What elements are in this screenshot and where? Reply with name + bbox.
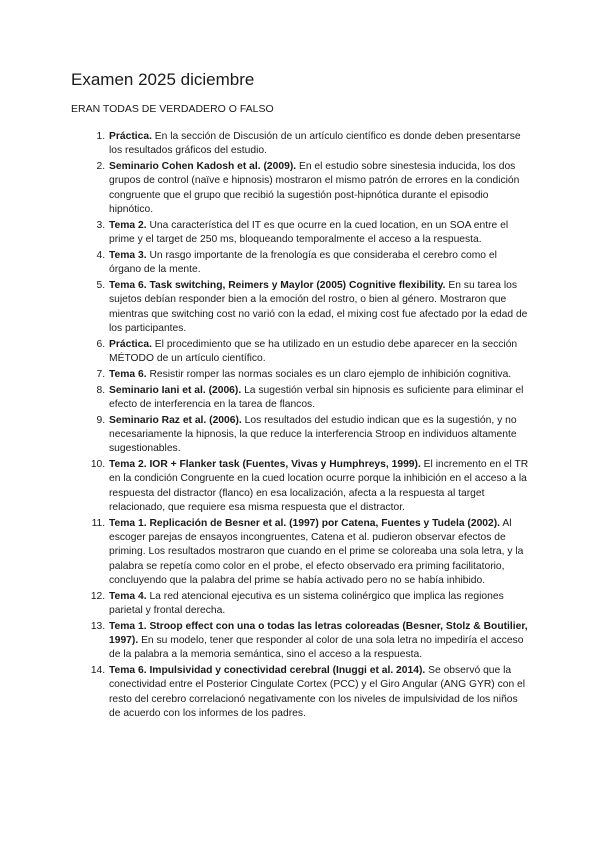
question-item [108, 414, 530, 457]
question-item [108, 384, 530, 413]
question-statement: El procedimiento que se ha utilizado en un estudio debe aparecer en la sección MÉTODO de un artículo científico. [109, 338, 518, 364]
question-statement: Se observó que la conectividad entre el Posterior Cingulate Cortex (PCC) y el Giro Angular (ANG GYR) con el resto del cerebro correlacionó negativamente con los niveles de impulsividad de los niños de acuerdo con los informes de los padres. [109, 665, 526, 720]
question-topic: Tema 1. Stroop effect con una o todas las letras coloreadas (Besner, Stolz & Boutilier, 1997). [109, 620, 528, 647]
question-item [108, 517, 530, 588]
question-item [108, 664, 530, 721]
document-subtitle: ERAN TODAS DE VERDADERO O FALSO [71, 103, 274, 115]
question-statement: En la sección de Discusión de un artículo científico es donde deben presentarse los resultados gráficos del estudio. [109, 131, 521, 157]
question-topic: Seminario Iani et al. (2006). [109, 384, 242, 396]
question-item [108, 338, 530, 367]
question-topic: Tema 2. [109, 219, 147, 231]
question-topic: Tema 3. [109, 249, 147, 261]
question-item [108, 590, 530, 619]
document-title: Examen 2025 diciembre [71, 70, 255, 89]
question-topic: Tema 4. [109, 590, 147, 602]
question-item [108, 160, 530, 217]
question-topic: Tema 6. Impulsividad y conectividad cerebral (Inuggi et al. 2014). [109, 665, 426, 677]
question-item [108, 279, 530, 336]
question-topic: Práctica. [109, 338, 152, 350]
question-statement: Al escoger parejas de ensayos incongruentes, Catena et al. pudieron observar efectos de priming. Los resultados mostraron que cuando en el prime se coloreaba una sola letra, y la palabra se repetía como color en el probe, el efecto observado era priming facilitatorio, concluyendo que la palabra del prime se había activado pero no se había inhibido. [109, 517, 524, 586]
question-statement: En su modelo, tener que responder al color de una sola letra no impediría el acceso de la palabra a la memoria semántica, sino el acceso a la respuesta. [109, 635, 524, 661]
question-item [108, 130, 530, 159]
question-item [108, 368, 530, 382]
question-statement: Los resultados del estudio indican que es la sugestión, y no necesariamente la hipnosis, la que reduce la interferencia Stroop en individuos altamente sugestionables. [109, 414, 517, 455]
question-statement: La sugestión verbal sin hipnosis es suficiente para eliminar el efecto de interferencia en la tarea de flancos. [109, 384, 524, 410]
question-statement: La red atencional ejecutiva es un sistema colinérgico que implica las regiones parietal y frontal derecha. [109, 590, 504, 616]
question-item [108, 219, 530, 248]
question-topic: Tema 1. Replicación de Besner et al. (1997) por Catena, Fuentes y Tudela (2002). [109, 517, 501, 529]
question-statement: En el estudio sobre sinestesia inducida, los dos grupos de control (naïve e hipnosis) mostraron el mismo patrón de errores en la condición congruente que el grupo que recibió la sugestión post-hipnótica durante el episodio hipnótico. [109, 161, 520, 215]
question-statement: El incremento en el TR en la condición Congruente en la cued location ocurre porque la inhibición en el acceso a la respuesta del distractor (flanco) en esa localización, afecta a la respuesta al target relacionado, que requiere esa misma respuesta que el distractor. [109, 459, 529, 513]
question-topic: Seminario Cohen Kadosh et al. (2009). [109, 161, 297, 173]
question-topic: Tema 6. [109, 368, 147, 380]
question-statement: Resistir romper las normas sociales es un claro ejemplo de inhibición cognitiva. [146, 368, 512, 380]
question-topic: Tema 2. IOR + Flanker task (Fuentes, Vivas y Humphreys, 1999). [109, 459, 421, 471]
question-topic: Tema 6. Task switching, Reimers y Maylor (2005) Cognitive flexibility. [109, 279, 446, 291]
question-statement: En su tarea los sujetos debían responder bien a la emoción del rostro, o bien al género. Mostraron que mientras que switching cost no varió con la edad, el mixing cost fue afectado por la edad de los participantes. [109, 279, 528, 334]
question-statement: Un rasgo importante de la frenología es que consideraba el cerebro como el órgano de la mente. [109, 249, 497, 276]
question-statement: Una característica del IT es que ocurre en la cued location, en un SOA entre el prime y el target de 250 ms, bloqueando temporalmente el acceso a la respuesta. [109, 219, 509, 246]
question-topic: Práctica. [109, 131, 152, 142]
question-item [108, 458, 530, 515]
question-topic: Seminario Raz et al. (2006). [109, 414, 242, 426]
question-item [108, 249, 530, 278]
question-list [71, 130, 530, 721]
question-item [108, 620, 530, 663]
